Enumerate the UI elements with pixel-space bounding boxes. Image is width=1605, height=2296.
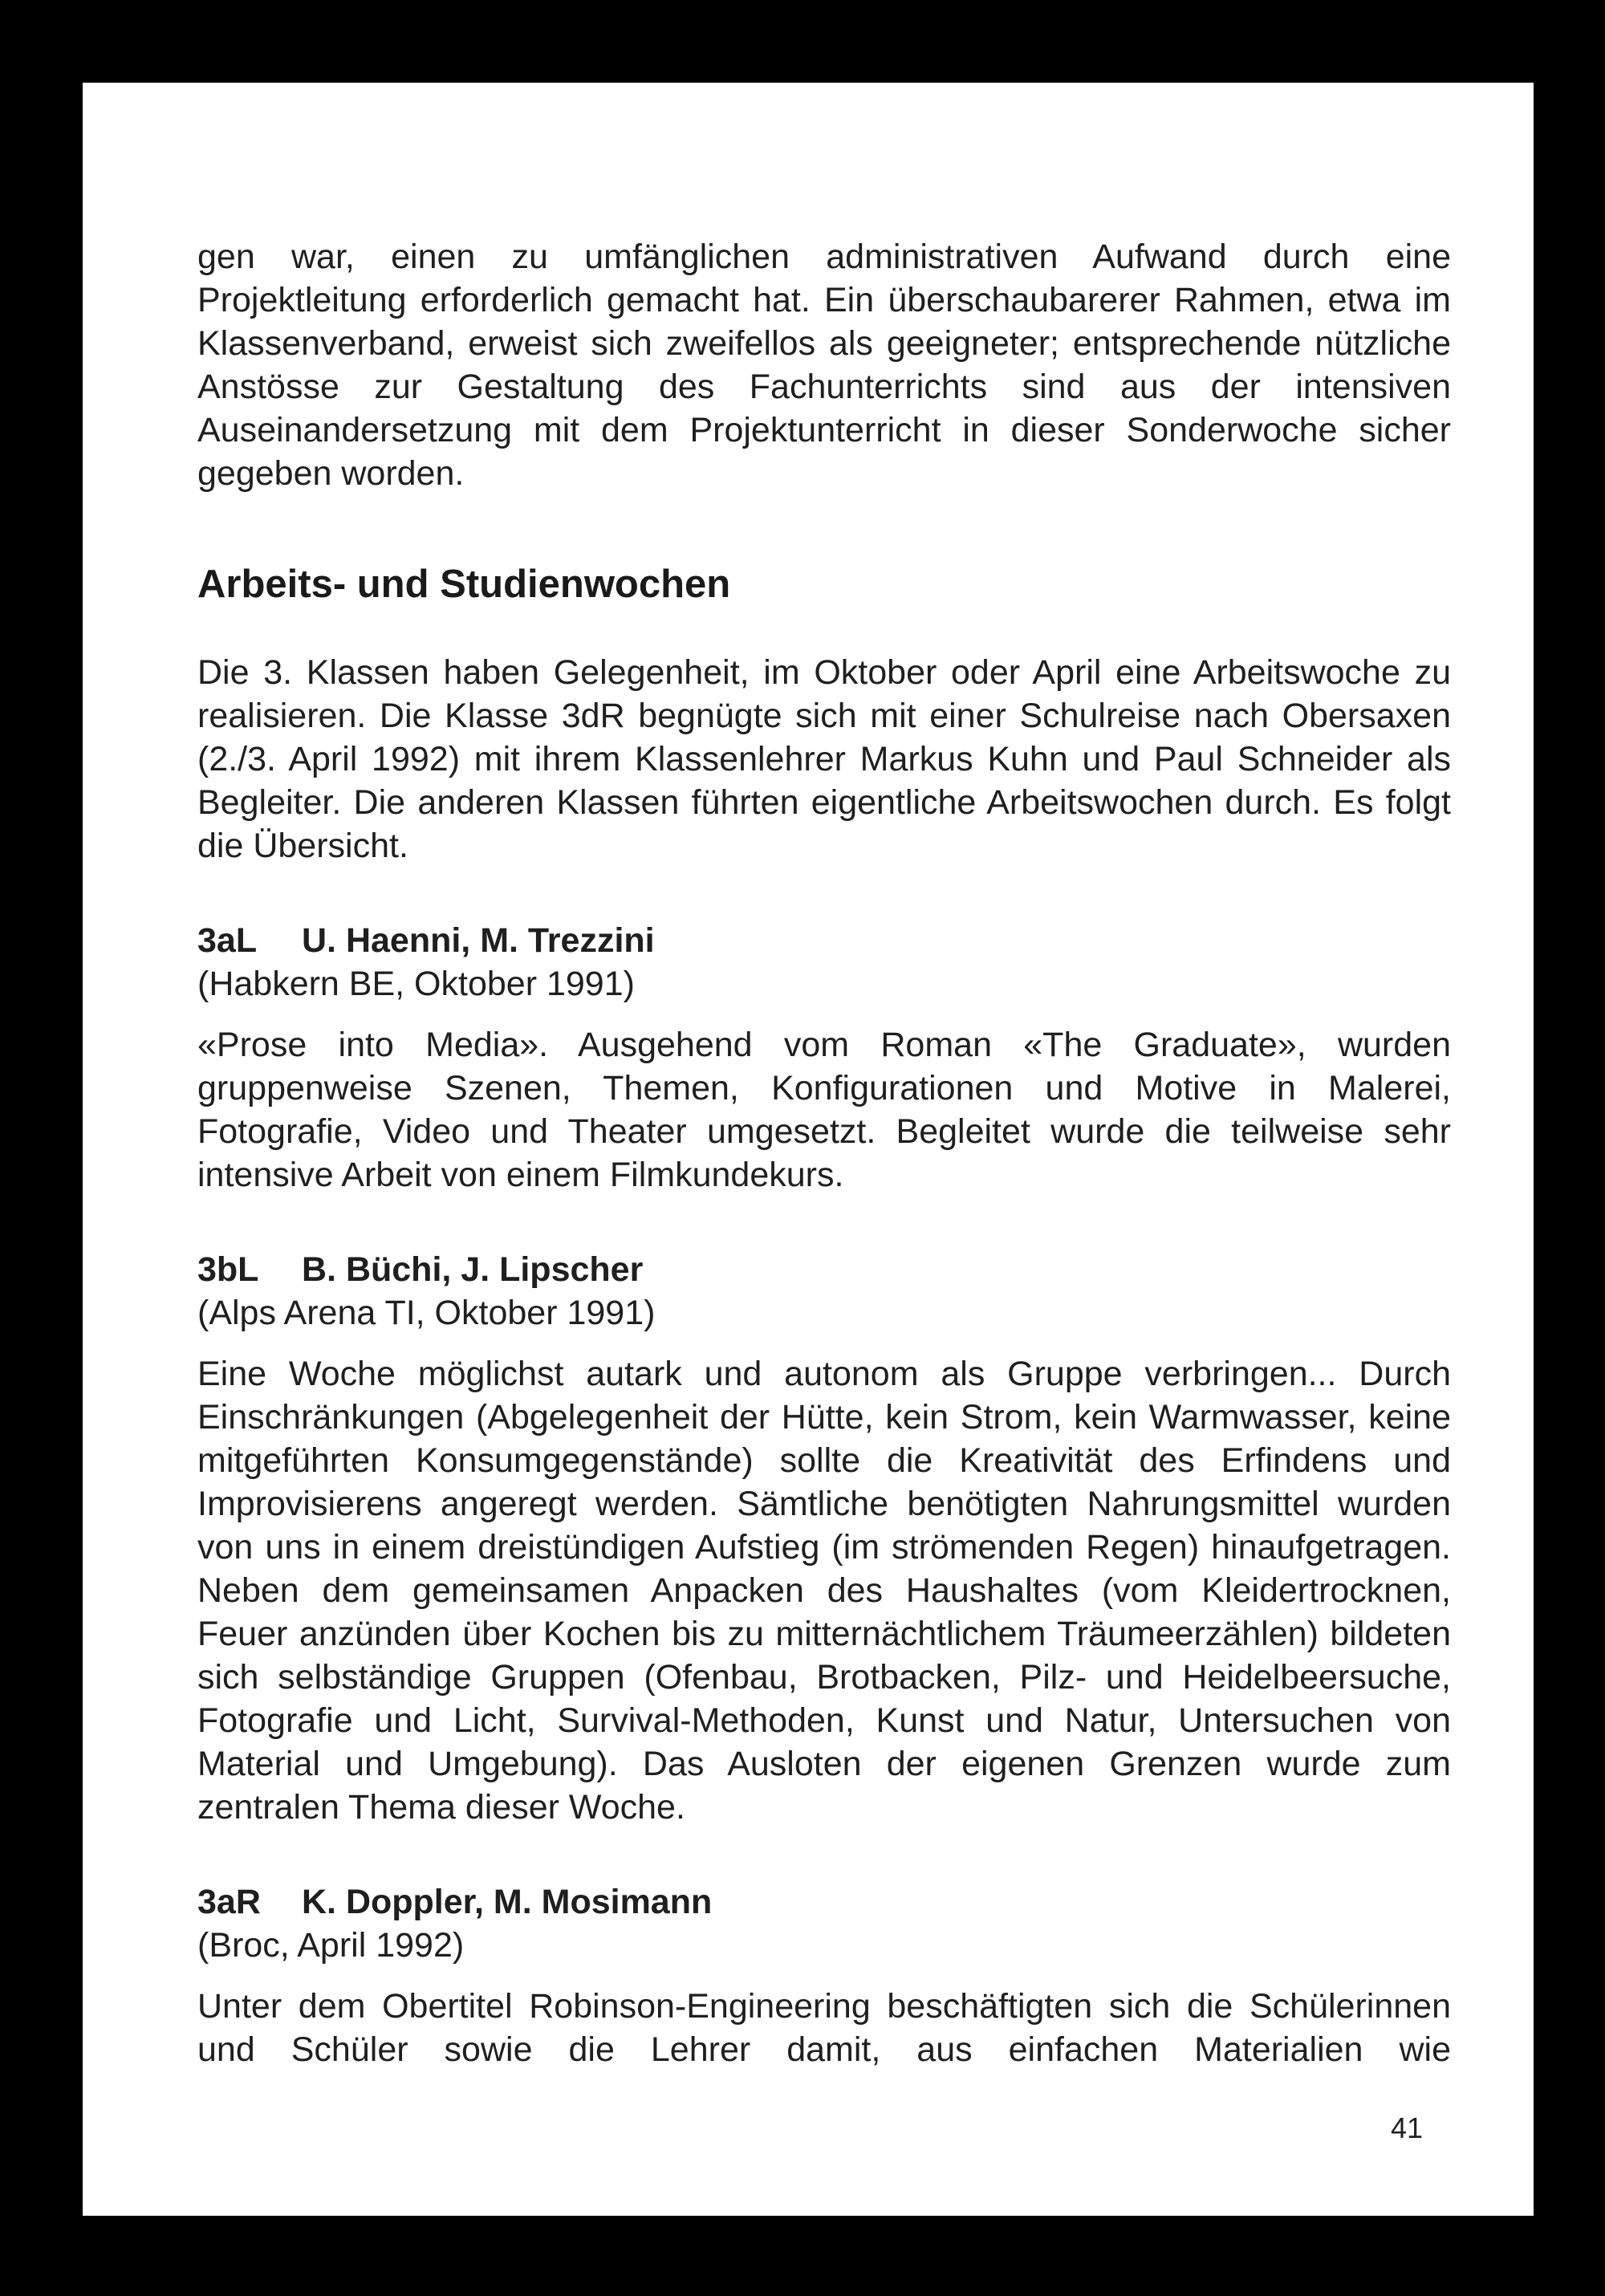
entry-place: (Habkern BE, Oktober 1991): [197, 965, 635, 1003]
entry-teachers: B. Büchi, J. Lipscher: [302, 1250, 644, 1289]
entry-place: (Alps Arena TI, Oktober 1991): [197, 1294, 656, 1332]
entry-place: (Broc, April 1992): [197, 1926, 465, 1965]
page: [83, 83, 1534, 2216]
entry-text: «Prose into Media». Ausgehend vom Roman «The Graduate», wurden gruppenweise Szenen, Themen, Konfigurationen und Motive in Malerei, Fotografie, Video und Theater umgesetzt. Begleitet wurde die teilweise sehr intensive Arbeit von einem Filmkundekurs.: [197, 1026, 1451, 1194]
entry-teachers: U. Haenni, M. Trezzini: [302, 921, 655, 960]
entry-3aL: [197, 919, 1451, 1197]
intro-paragraph: gen war, einen zu umfänglichen administrativen Aufwand durch eine Projektleitung erforderlich gemacht hat. Ein überschaubarerer Rahmen, etwa im Klassenverband, erweist sich zweifellos als geeigneter; entsprechende nützliche Anstösse zur Gestaltung des Fachunterrichts sind aus der intensiven Auseinandersetzung mit dem Projektunterricht in dieser Sonderwoche sicher gegeben worden.: [197, 238, 1451, 493]
entry-class-code: 3bL: [197, 1250, 259, 1289]
entry-header: [197, 1248, 1451, 1291]
entry-text: Eine Woche möglichst autark und autonom als Gruppe verbringen... Durch Einschränkungen (Abgelegenheit der Hütte, kein Strom, kein Warmwasser, keine mitgeführten Konsumgegenstände) sollte die Kreativität des Erfindens und Improvisierens angeregt werden. Sämtliche benötigten Nahrungsmittel wurden von uns in einem dreistündigen Aufstieg (im strömenden Regen) hinaufgetragen. Neben dem gemeinsamen Anpacken des Haushaltes (vom Kleidertrocknen, Feuer anzünden über Kochen bis zu mitternächtlichem Träumeerzählen) bildeten sich selbständige Gruppen (Ofenbau, Brotbacken, Pilz- und Heidelbeersuche, Fotografie und Licht, Survival-Methoden, Kunst und Natur, Untersuchen von Material und Umgebung). Das Ausloten der eigenen Grenzen wurde zum zentralen Thema dieser Woche.: [197, 1355, 1451, 1827]
entry-class-code: 3aL: [197, 921, 258, 960]
entry-text: Unter dem Obertitel Robinson-Engineering beschäftigten sich die Schülerinnen und Schüler sowie die Lehrer damit, aus einfachen Materialien wie: [197, 1987, 1451, 2069]
entry-header: [197, 1880, 1451, 1924]
entry-class-code: 3aR: [197, 1883, 261, 1921]
page-number: 41: [1390, 2111, 1423, 2144]
entry-header: [197, 919, 1451, 962]
section-heading: Arbeits- und Studienwochen: [197, 563, 731, 606]
page-content: [197, 235, 1451, 2071]
entry-3bL: [197, 1248, 1451, 1829]
entry-3aR: [197, 1880, 1451, 2071]
section-intro-paragraph: Die 3. Klassen haben Gelegenheit, im Oktober oder April eine Arbeitswoche zu realisieren. Die Klasse 3dR begnügte sich mit einer Schulreise nach Obersaxen (2./3. April 1992) mit ihrem Klassenlehrer Markus Kuhn und Paul Schneider als Begleiter. Die anderen Klassen führten eigentliche Arbeitswochen durch. Es folgt die Übersicht.: [197, 653, 1451, 865]
entry-teachers: K. Doppler, M. Mosimann: [302, 1883, 713, 1921]
